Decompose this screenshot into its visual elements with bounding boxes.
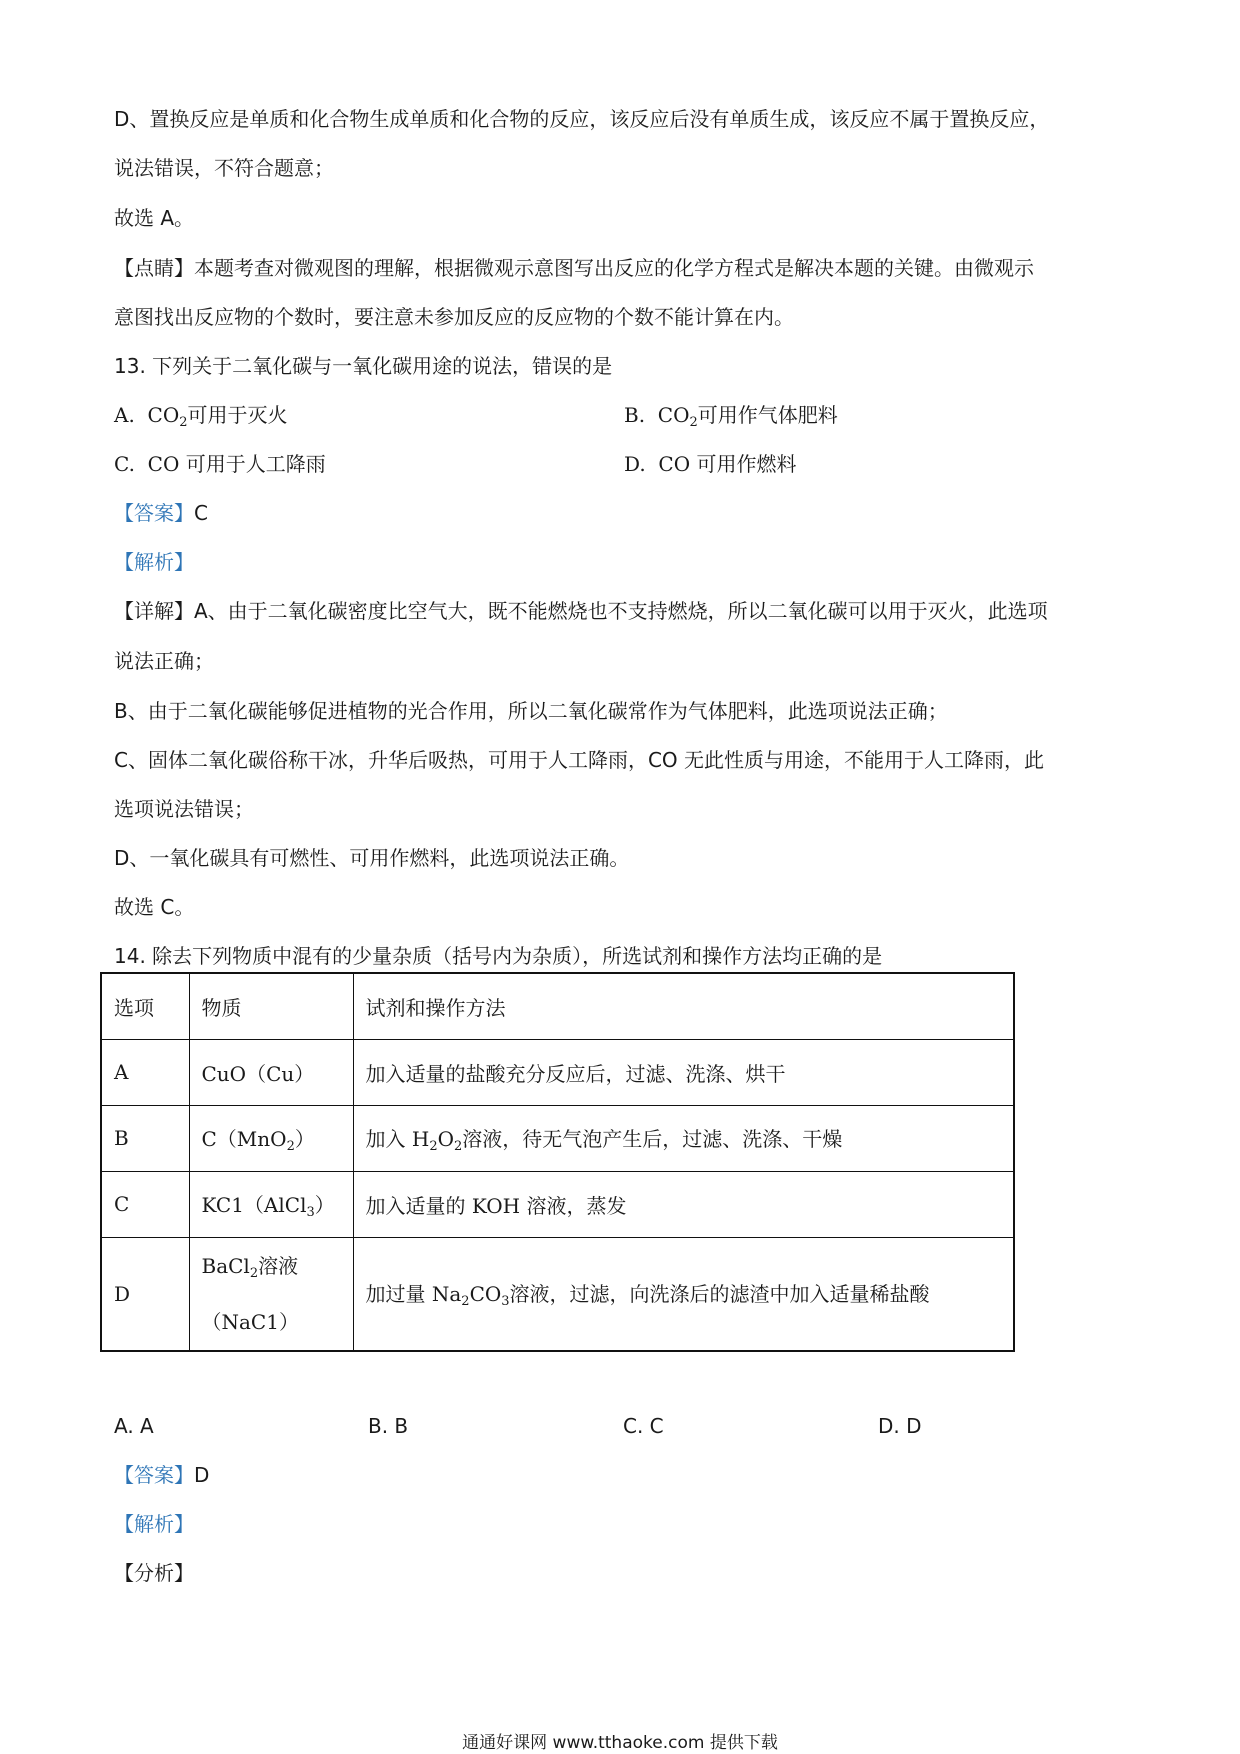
q14-table (100, 972, 1015, 1352)
detail-tag: 【详解】 (114, 599, 194, 623)
q13-detail-line1: 【详解】A、由于二氧化碳密度比空气大，既不能燃烧也不支持燃烧，所以二氧化碳可以用于灭火，此选项 (114, 599, 1048, 623)
q13-option-c: C. CO 可用于人工降雨 (114, 452, 326, 476)
q14-fenxi-tag: 【分析】 (114, 1561, 194, 1585)
q14-choice-a: A. A (114, 1414, 154, 1438)
q13-option-d: D. CO 可用作燃料 (624, 452, 797, 476)
q14-choice-b: B. B (368, 1414, 409, 1438)
header-method: 试剂和操作方法 (353, 973, 1014, 1039)
answer-value: D (194, 1463, 210, 1487)
q14-choice-d: D. D (878, 1414, 922, 1438)
answer-tag: 【答案】 (114, 1463, 194, 1487)
q12-choice: 故选 A。 (114, 206, 195, 230)
header-substance: 物质 (189, 973, 353, 1039)
q12-d-line2: 说法错误，不符合题意； (114, 156, 334, 180)
q14-stem: 14. 除去下列物质中混有的少量杂质（括号内为杂质），所选试剂和操作方法均正确的是 (114, 944, 883, 968)
note-text: 本题考查对微观图的理解，根据微观示意图写出反应的化学方程式是解决本题的关键。由微观示 (194, 256, 1034, 280)
page-footer: 通通好课网 www.tthaoke.com 提供下载 (462, 1733, 778, 1753)
header-option: 选项 (101, 973, 189, 1039)
q14-answer (114, 1462, 209, 1488)
q13-c-line2: 选项说法错误； (114, 797, 254, 821)
table-row: C KC1（AlCl$_3$） 加入适量的 KOH 溶液，蒸发 (101, 1171, 1014, 1237)
answer-value: C (194, 501, 208, 525)
q13-option-b: B. $CO_2$可用作气体肥料 (624, 403, 838, 430)
table-row: D BaCl$_2$溶液 （NaC1） 加过量 $Na_2CO_3$溶液，过滤，向洗涤后的滤渣中加入适量稀盐酸 (101, 1237, 1014, 1351)
q13-detail-line2: 说法正确； (114, 649, 214, 673)
note-tag: 【点睛】 (114, 256, 194, 280)
q12-note-line2: 意图找出反应物的个数时，要注意未参加反应的反应物的个数不能计算在内。 (114, 305, 794, 329)
q13-b-line: B、由于二氧化碳能够促进植物的光合作用，所以二氧化碳常作为气体肥料，此选项说法正确； (114, 699, 948, 723)
q13-d-line: D、一氧化碳具有可燃性、可用作燃料，此选项说法正确。 (114, 846, 630, 870)
q12-note-line1 (114, 255, 1034, 281)
answer-tag: 【答案】 (114, 501, 194, 525)
table-header-row (101, 973, 1014, 1039)
q13-stem: 13. 下列关于二氧化碳与一氧化碳用途的说法，错误的是 (114, 354, 613, 378)
q13-choice: 故选 C。 (114, 895, 195, 919)
q12-d-line1: D、置换反应是单质和化合物生成单质和化合物的反应，该反应后没有单质生成，该反应不属于置换反应， (114, 107, 1050, 131)
q13-option-a: A. $CO_2$可用于灭火 (114, 403, 288, 430)
q13-answer (114, 500, 208, 526)
q13-analysis-tag: 【解析】 (114, 550, 194, 574)
q14-choice-c: C. C (623, 1414, 664, 1438)
q13-c-line1: C、固体二氧化碳俗称干冰，升华后吸热，可用于人工降雨，CO 无此性质与用途，不能用于人工降雨，此 (114, 748, 1045, 772)
q14-analysis-tag: 【解析】 (114, 1512, 194, 1536)
table-row: B C（MnO$_2$） 加入 $H_2O_2$溶液，待无气泡产生后，过滤、洗涤、干燥 (101, 1105, 1014, 1171)
table-row: A CuO（Cu） 加入适量的盐酸充分反应后，过滤、洗涤、烘干 (101, 1039, 1014, 1105)
